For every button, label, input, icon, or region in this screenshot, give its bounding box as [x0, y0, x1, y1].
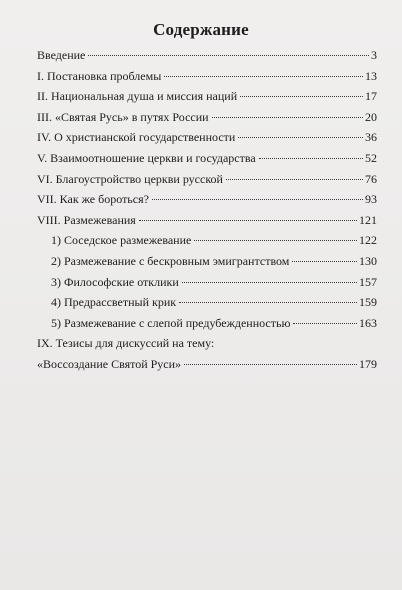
dot-leader: [194, 240, 357, 241]
toc-entry-label-line1: IX. Тезисы для дискуссий на тему:: [37, 336, 215, 351]
toc-entry-chapter-4: [37, 127, 377, 148]
toc-entry-introduction: [37, 45, 377, 66]
toc-entry-page: 122: [359, 233, 377, 248]
toc-entry-chapter-8: [37, 210, 377, 231]
dot-leader: [226, 179, 363, 180]
dot-leader: [292, 261, 357, 262]
toc-entry-page: 3: [371, 48, 377, 62]
dot-leader: [293, 323, 357, 324]
dot-leader: [184, 364, 357, 365]
dot-leader: [179, 302, 357, 303]
toc-entry-page: 36: [365, 130, 377, 145]
toc-entry-chapter-6: [37, 169, 377, 190]
toc-entry-label: 2) Размежевание с бескровным эмигрантством: [51, 253, 290, 268]
toc-entry-label: 4) Предрассветный крик: [51, 295, 177, 310]
toc-subentry-4: [51, 292, 377, 313]
toc-subentry-1: [51, 230, 377, 251]
toc-entry-label: VI. Благоустройство церкви русской: [37, 171, 223, 186]
toc-entry-chapter-3: [37, 107, 377, 128]
dot-leader: [88, 55, 369, 56]
page-title: Содержание: [153, 20, 249, 39]
dot-leader: [139, 220, 357, 221]
toc-entry-page: 157: [359, 274, 377, 289]
toc-entry-page: 163: [359, 315, 377, 330]
toc-entry-page: 17: [365, 89, 377, 104]
toc-entry-chapter-9: [37, 333, 377, 374]
toc-entry-label: III. «Святая Русь» в путях России: [37, 109, 209, 124]
toc-entry-label: «Воссоздание Святой Руси»: [37, 356, 182, 371]
toc-entry-chapter-5: [37, 148, 377, 169]
toc-entry-label: I. Постановка проблемы: [37, 68, 162, 83]
dot-leader: [212, 117, 363, 118]
toc-entry-chapter-7: [37, 189, 377, 210]
toc-subentry-3: [51, 272, 377, 293]
toc-entry-chapter-1: [37, 66, 377, 87]
dot-leader: [164, 76, 363, 77]
toc-entry-page: 121: [359, 212, 377, 227]
toc-entry-page: 179: [359, 356, 377, 371]
toc-entry-label: 3) Философские отклики: [51, 274, 179, 289]
toc-entry-page: 76: [365, 171, 377, 186]
toc-entry-page: 13: [365, 68, 377, 83]
dot-leader: [182, 282, 357, 283]
toc-entry-page: 52: [365, 150, 377, 165]
toc-entry-chapter-2: [37, 86, 377, 107]
toc-entry-label: VIII. Размежевания: [37, 212, 136, 227]
toc-entry-label: 1) Соседское размежевание: [51, 233, 192, 248]
toc-entry-label: Введение: [37, 48, 86, 62]
dot-leader: [240, 96, 363, 97]
toc-entry-page: 159: [359, 295, 377, 310]
dot-leader: [238, 137, 363, 138]
dot-leader: [259, 158, 363, 159]
toc-entry-page: 20: [365, 109, 377, 124]
dot-leader: [152, 199, 363, 200]
toc-entry-page: 93: [365, 192, 377, 207]
toc-entry-page: 130: [359, 253, 377, 268]
table-of-contents: [37, 45, 377, 375]
toc-entry-label: IV. О христианской государственности: [37, 130, 236, 145]
toc-subentry-5: [51, 313, 377, 334]
toc-subentry-2: [51, 251, 377, 272]
toc-entry-label: II. Национальная душа и миссия наций: [37, 89, 238, 104]
toc-entry-label: VII. Как же бороться?: [37, 192, 149, 207]
toc-entry-label: V. Взаимоотношение церкви и государства: [37, 150, 256, 165]
toc-entry-label: 5) Размежевание с слепой предубежденностью: [51, 315, 291, 330]
